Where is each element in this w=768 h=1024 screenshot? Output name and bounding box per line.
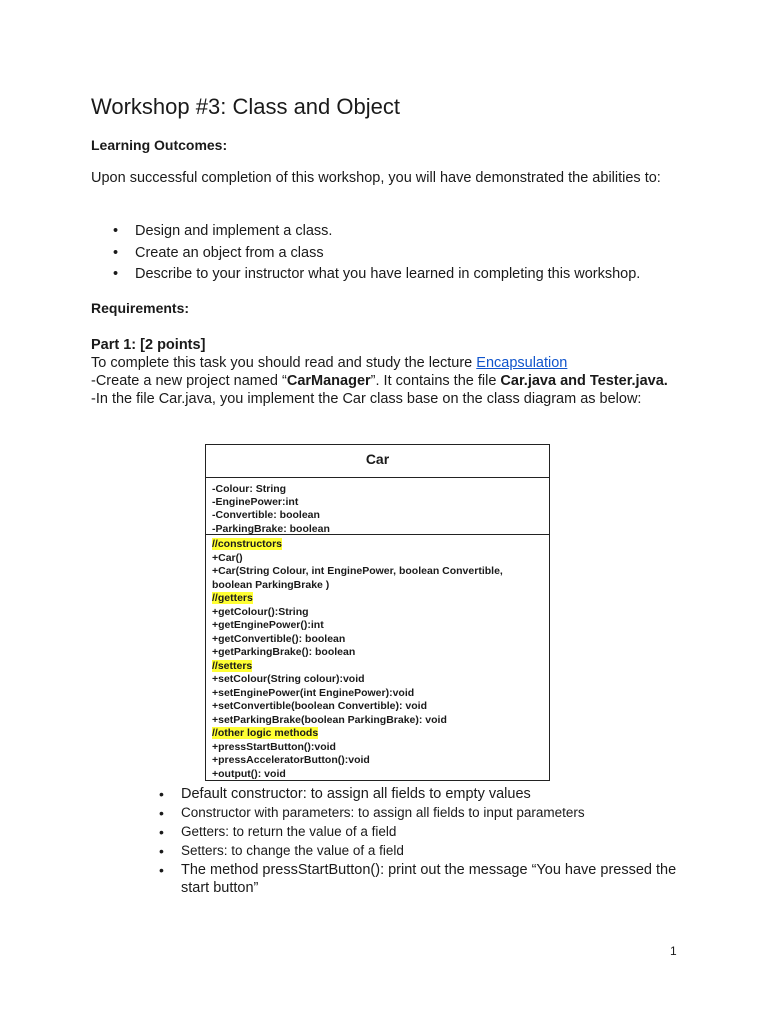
method: [212, 673, 549, 687]
attribute: -Convertible: boolean: [212, 509, 320, 522]
method-text: +getParkingBrake(): boolean: [212, 646, 356, 658]
method-text: boolean ParkingBrake ): [212, 578, 330, 591]
note-item: • Setters: to change the value of a field: [155, 842, 685, 860]
note-item: • Getters: to return the value of a field: [155, 823, 685, 841]
attribute: -ParkingBrake: boolean: [212, 522, 330, 535]
method-section-comment: [212, 660, 549, 674]
method: [212, 714, 549, 728]
method-text: +getEnginePower():int: [212, 619, 324, 631]
ability-item: • Create an object from a class: [91, 243, 640, 265]
class-name: Car: [206, 445, 549, 478]
create-middle: ”. It contains the file: [370, 373, 501, 389]
method: [212, 768, 549, 782]
method: [212, 565, 549, 579]
method-text: //other logic methods: [212, 727, 319, 739]
method-section-comment: [212, 538, 549, 552]
method-text: +getColour():String: [212, 605, 309, 618]
project-name: CarManager: [286, 373, 371, 389]
method-text: +setConvertible(boolean Convertible): void: [212, 700, 427, 712]
method-notes-list: [155, 785, 685, 898]
part1-create-line: [91, 372, 681, 390]
car-class-diagram: [205, 444, 550, 781]
page-title: Workshop #3: Class and Object: [91, 94, 400, 119]
method-text: +Car(String Colour, int EnginePower, boolean Convertible,: [212, 565, 503, 577]
method-text: +setParkingBrake(boolean ParkingBrake): void: [212, 713, 447, 726]
method-text: +setEnginePower(int EnginePower):void: [212, 686, 415, 699]
method-section-comment: [212, 727, 549, 741]
method-text: //constructors: [212, 538, 283, 550]
method: [212, 754, 549, 768]
part1-task-line: [91, 354, 681, 372]
attribute: -EnginePower:int: [212, 496, 299, 509]
method: [212, 619, 549, 633]
method-text: +output(): void: [212, 767, 286, 780]
method-text: +pressAcceleratorButton():void: [212, 754, 370, 766]
note-item: • Default constructor: to assign all fields to empty values: [155, 785, 685, 803]
method: [212, 646, 549, 660]
part1-heading: Part 1: [2 points]: [91, 337, 206, 353]
ability-item: • Describe to your instructor what you have learned in completing this workshop.: [91, 264, 640, 286]
method: [212, 687, 549, 701]
part1-section: [91, 336, 681, 408]
file-names: Car.java and Tester.java.: [500, 373, 668, 389]
method-text: //setters: [212, 659, 253, 672]
method: [212, 552, 549, 566]
learning-outcomes-heading: Learning Outcomes:: [91, 137, 228, 153]
abilities-list: [91, 221, 640, 286]
intro-paragraph: Upon successful completion of this workshop, you will have demonstrated the abilities to:: [91, 170, 661, 186]
requirements-heading: Requirements:: [91, 300, 190, 316]
task-prefix: To complete this task you should read and study the lecture: [91, 355, 477, 371]
note-item: • Constructor with parameters: to assign all fields to input parameters: [155, 804, 685, 822]
class-methods: [206, 535, 549, 781]
ability-item: • Design and implement a class.: [91, 221, 640, 243]
create-prefix: -Create a new project named “: [91, 373, 287, 389]
page-number: 1: [670, 944, 677, 958]
method: [212, 579, 549, 593]
note-item: • The method pressStartButton(): print out the message “You have pressed the start button”: [155, 861, 685, 897]
part1-implement-line: -In the file Car.java, you implement the Car class base on the class diagram as below:: [91, 391, 642, 407]
method-text: +getConvertible(): boolean: [212, 632, 346, 645]
method-section-comment: [212, 592, 549, 606]
method-text: +setColour(String colour):void: [212, 673, 365, 685]
method-text: //getters: [212, 592, 253, 604]
method-text: +pressStartButton():void: [212, 740, 336, 753]
method: [212, 700, 549, 714]
method: [212, 633, 549, 647]
method: [212, 606, 549, 620]
encapsulation-link[interactable]: Encapsulation: [476, 355, 568, 371]
method-text: +Car(): [212, 551, 243, 564]
method: [212, 741, 549, 755]
attribute: -Colour: String: [212, 483, 287, 495]
class-attributes: [206, 478, 549, 535]
